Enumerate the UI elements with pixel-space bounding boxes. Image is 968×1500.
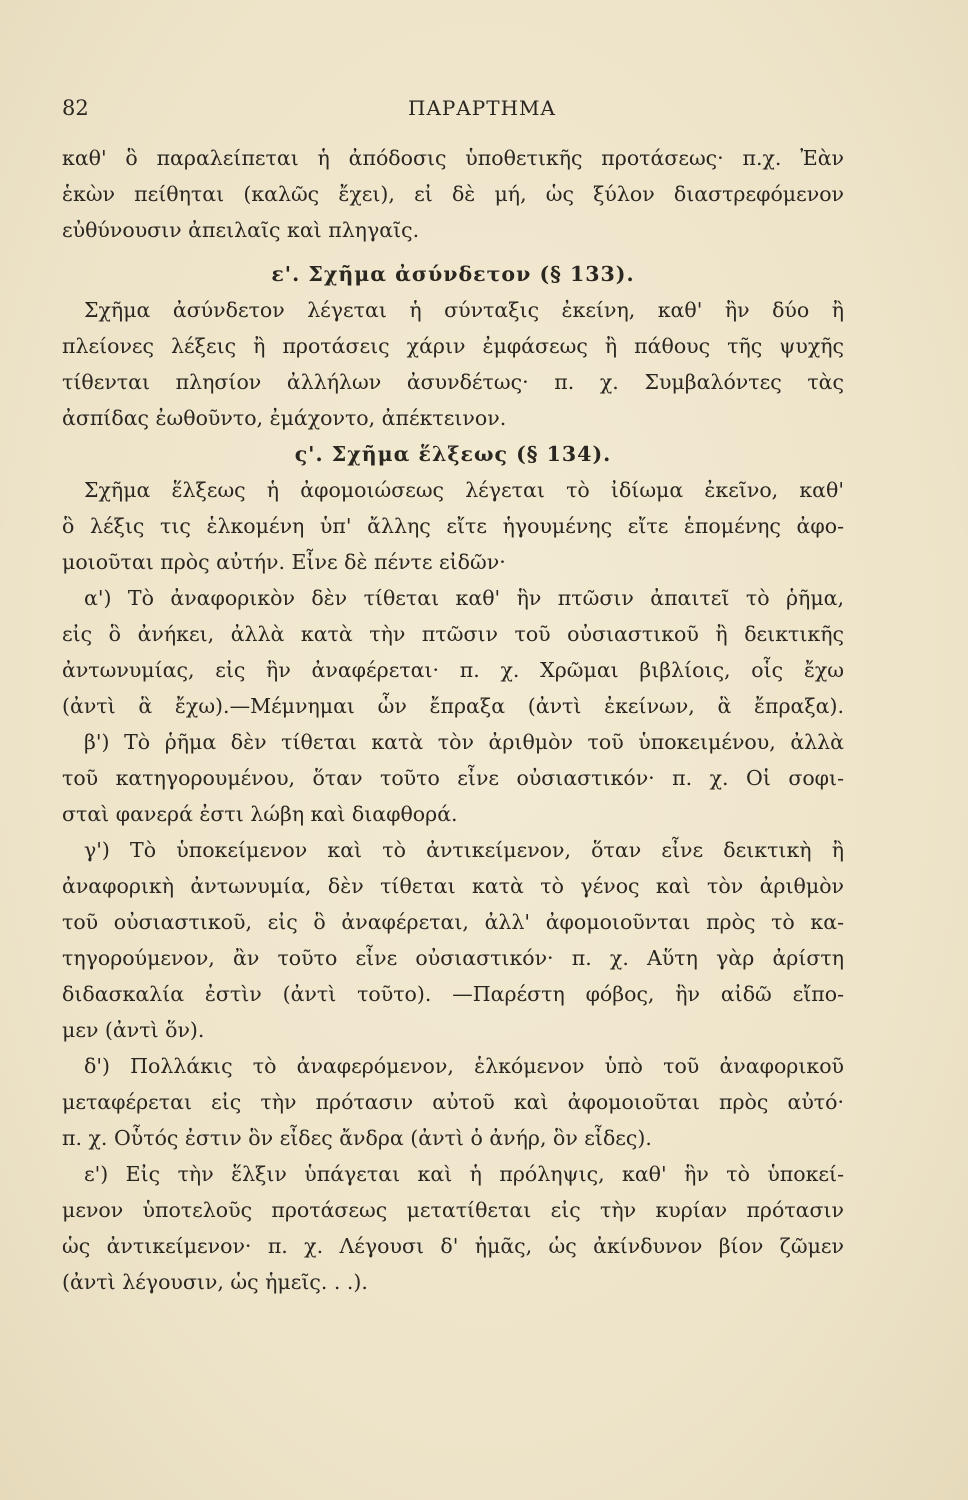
text-line: μενον ὑποτελοῦς προτάσεως μετατίθεται εἰς τὴν κυρίαν πρότασιν [62, 1198, 844, 1222]
page-header [62, 96, 902, 126]
text-line: ε') Εἰς τὴν ἕλξιν ὑπάγεται καὶ ἡ πρόληψις, καθ' ἣν τὸ ὑποκεί- [84, 1162, 844, 1186]
text-line: α') Τὸ ἀναφορικὸν δὲν τίθεται καθ' ἣν πτῶσιν ἀπαιτεῖ τὸ ῥῆμα, [84, 586, 844, 610]
text-line: τηγορούμενον, ἂν τοῦτο εἶνε οὐσιαστικόν· π. χ. Αὕτη γὰρ ἀρίστη [62, 946, 844, 970]
text-line: (ἀντὶ λέγουσιν, ὡς ἡμεῖς. . .). [62, 1270, 368, 1294]
text-line: ἑκὼν πείθηται (καλῶς ἔχει), εἰ δὲ μή, ὡς ξύλον διαστρεφόμενον [62, 182, 844, 206]
text-line: β') Τὸ ῥῆμα δὲν τίθεται κατὰ τὸν ἀριθμὸν τοῦ ὑποκειμένου, ἀλλὰ [84, 730, 844, 754]
text-line: εὐθύνουσιν ἀπειλαῖς καὶ πληγαῖς. [62, 218, 420, 242]
page-number: 82 [62, 96, 89, 120]
section-heading-attraction: ς'. Σχῆμα ἕλξεως (§ 134). [294, 442, 612, 466]
section-heading-asyndeton: ε'. Σχῆμα ἀσύνδετον (§ 133). [271, 262, 635, 286]
text-line: ἀντωνυμίας, εἰς ἣν ἀναφέρεται· π. χ. Χρῶμαι βιβλίοις, οἷς ἔχω [62, 658, 844, 682]
text-line: τίθενται πλησίον ἀλλήλων ἀσυνδέτως· π. χ. Συμβαλόντες τὰς [62, 370, 844, 394]
text-line: καθ' ὃ παραλείπεται ἡ ἀπόδοσις ὑποθετικῆς προτάσεως· π.χ. Ἐὰν [62, 146, 844, 170]
text-line: ὡς ἀντικείμενον· π. χ. Λέγουσι δ' ἡμᾶς, ὡς ἀκίνδυνον βίον ζῶμεν [62, 1234, 844, 1258]
text-line: π. χ. Οὗτός ἐστιν ὃν εἶδες ἄνδρα (ἀντὶ ὁ ἀνήρ, ὃν εἶδες). [62, 1126, 652, 1150]
running-title: ΠΑΡΑΡΤΗΜΑ [408, 96, 556, 120]
text-line: μεν (ἀντὶ ὅν). [62, 1018, 205, 1042]
text-line: Σχῆμα ἕλξεως ἡ ἀφομοιώσεως λέγεται τὸ ἰδίωμα ἐκεῖνο, καθ' [84, 478, 844, 502]
text-line: γ') Τὸ ὑποκείμενον καὶ τὸ ἀντικείμενον, ὅταν εἶνε δεικτικὴ ἢ [84, 838, 844, 862]
text-line: σταὶ φανερά ἐστι λώβη καὶ διαφθορά. [62, 802, 458, 826]
text-line: ἀναφορικὴ ἀντωνυμία, δὲν τίθεται κατὰ τὸ γένος καὶ τὸν ἀριθμὸν [62, 874, 844, 898]
text-line: τοῦ κατηγορουμένου, ὅταν τοῦτο εἶνε οὐσιαστικόν· π. χ. Οἱ σοφι- [62, 766, 844, 790]
body-text [62, 140, 844, 1300]
text-line: (ἀντὶ ἃ ἔχω).—Μέμνημαι ὧν ἔπραξα (ἀντὶ ἐκείνων, ἃ ἔπραξα). [62, 694, 844, 718]
text-line: μεταφέρεται εἰς τὴν πρότασιν αὐτοῦ καὶ ἀφομοιοῦται πρὸς αὐτό· [62, 1090, 844, 1114]
text-line: ὃ λέξις τις ἑλκομένη ὑπ' ἄλλης εἴτε ἡγουμένης εἴτε ἑπομένης ἀφο- [62, 514, 844, 538]
text-line: διδασκαλία ἐστὶν (ἀντὶ τοῦτο). —Παρέστη φόβος, ἣν αἰδῶ εἴπο- [62, 982, 844, 1006]
text-line: μοιοῦται πρὸς αὐτήν. Εἶνε δὲ πέντε εἰδῶν· [62, 550, 506, 574]
text-line: ἀσπίδας ἐωθοῦντο, ἐμάχοντο, ἀπέκτεινον. [62, 406, 507, 430]
text-line: εἰς ὃ ἀνήκει, ἀλλὰ κατὰ τὴν πτῶσιν τοῦ οὐσιαστικοῦ ἢ δεικτικῆς [62, 622, 844, 646]
text-line: τοῦ οὐσιαστικοῦ, εἰς ὃ ἀναφέρεται, ἀλλ' ἀφομοιοῦνται πρὸς τὸ κα- [62, 910, 844, 934]
text-line: πλείονες λέξεις ἢ προτάσεις χάριν ἐμφάσεως ἢ πάθους τῆς ψυχῆς [62, 334, 844, 358]
text-line: Σχῆμα ἀσύνδετον λέγεται ἡ σύνταξις ἐκείνη, καθ' ἣν δύο ἢ [84, 298, 844, 322]
text-line: δ') Πολλάκις τὸ ἀναφερόμενον, ἑλκόμενον ὑπὸ τοῦ ἀναφορικοῦ [84, 1054, 844, 1078]
